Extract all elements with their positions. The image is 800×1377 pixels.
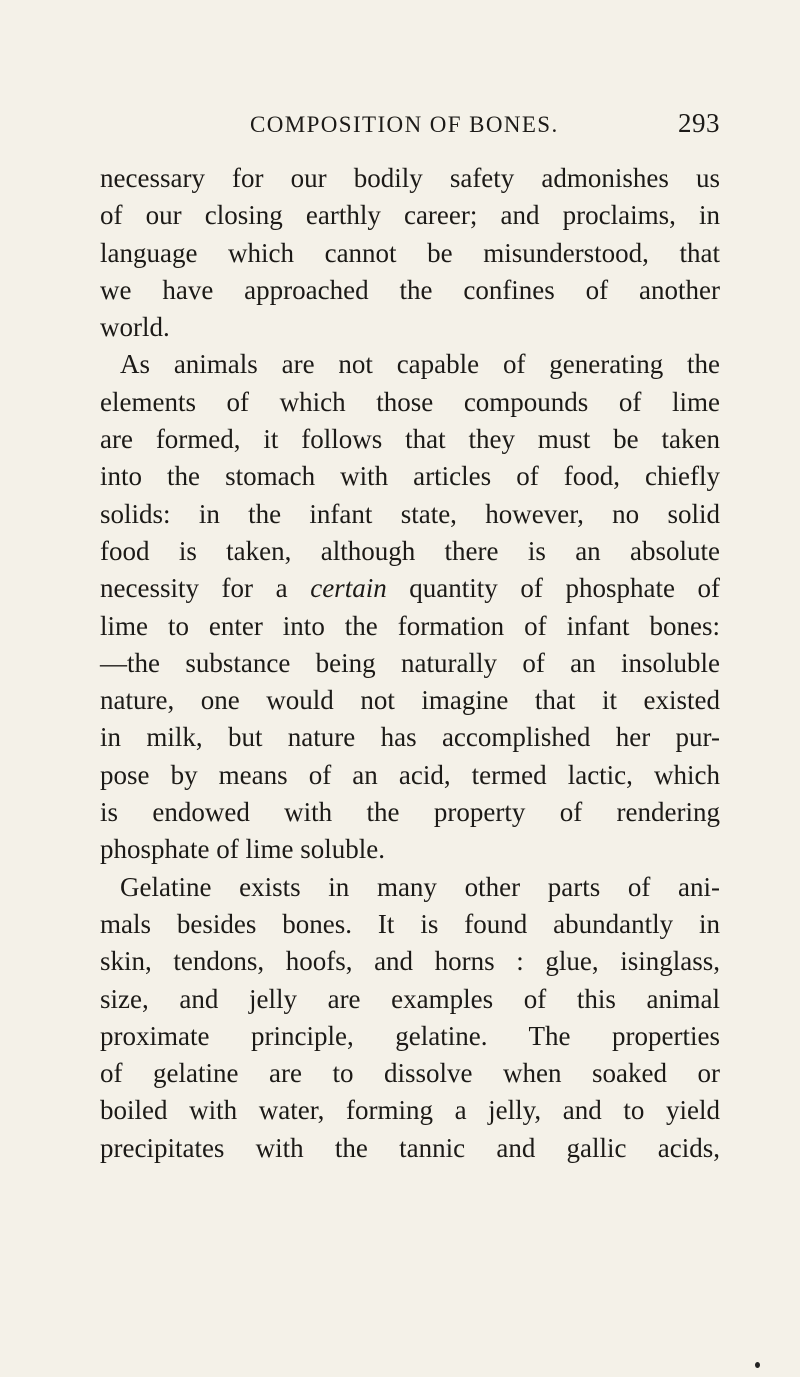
text-line: phosphate of lime soluble. xyxy=(100,834,385,865)
text-line: proximate principle, gelatine. The properties xyxy=(100,1020,720,1051)
text-line: food is taken, although there is an absolute xyxy=(100,535,720,566)
text-segment: quantity of phosphate of xyxy=(386,573,721,604)
text-line: we have approached the confines of another xyxy=(100,274,720,305)
paragraph-start-line: Gelatine exists in many other parts of ani- xyxy=(120,871,720,902)
text-line: pose by means of an acid, termed lactic, which xyxy=(100,759,720,790)
text-line: world. xyxy=(100,312,170,343)
text-line: precipitates with the tannic and gallic acids, xyxy=(100,1132,720,1163)
text-line: mals besides bones. It is found abundantly in xyxy=(100,908,720,939)
page-header xyxy=(100,100,720,140)
text-line-with-italic xyxy=(100,570,720,607)
text-line: boiled with water, forming a jelly, and to yield xyxy=(100,1095,720,1126)
text-line: is endowed with the property of rendering xyxy=(100,797,720,828)
text-line: solids: in the infant state, however, no solid xyxy=(100,498,720,529)
text-line: in milk, but nature has accomplished her pur- xyxy=(100,722,720,753)
ink-dot xyxy=(755,1362,760,1368)
paragraph-start-line: As animals are not capable of generating the xyxy=(120,349,720,380)
text-line: are formed, it follows that they must be taken xyxy=(100,424,720,455)
text-line: size, and jelly are examples of this animal xyxy=(100,983,720,1014)
running-title: COMPOSITION OF BONES. xyxy=(250,112,559,137)
text-segment: necessity for a xyxy=(100,573,311,604)
text-line: skin, tendons, hoofs, and horns : glue, isinglass, xyxy=(100,946,720,977)
text-line: —the substance being naturally of an insoluble xyxy=(100,647,720,678)
text-line: of our closing earthly career; and proclaims, in xyxy=(100,200,720,231)
page-number: 293 xyxy=(678,108,720,138)
text-line: nature, one would not imagine that it existed xyxy=(100,685,720,716)
text-line: necessary for our bodily safety admonishes us xyxy=(100,163,720,193)
text-line: into the stomach with articles of food, chiefly xyxy=(100,461,720,492)
italic-word: certain xyxy=(310,573,387,604)
text-line: of gelatine are to dissolve when soaked or xyxy=(100,1058,720,1089)
body-text xyxy=(100,160,720,1167)
text-line: lime to enter into the formation of infant bones: xyxy=(100,610,720,641)
text-line: language which cannot be misunderstood, that xyxy=(100,237,720,268)
text-line: elements of which those compounds of lime xyxy=(100,386,720,417)
